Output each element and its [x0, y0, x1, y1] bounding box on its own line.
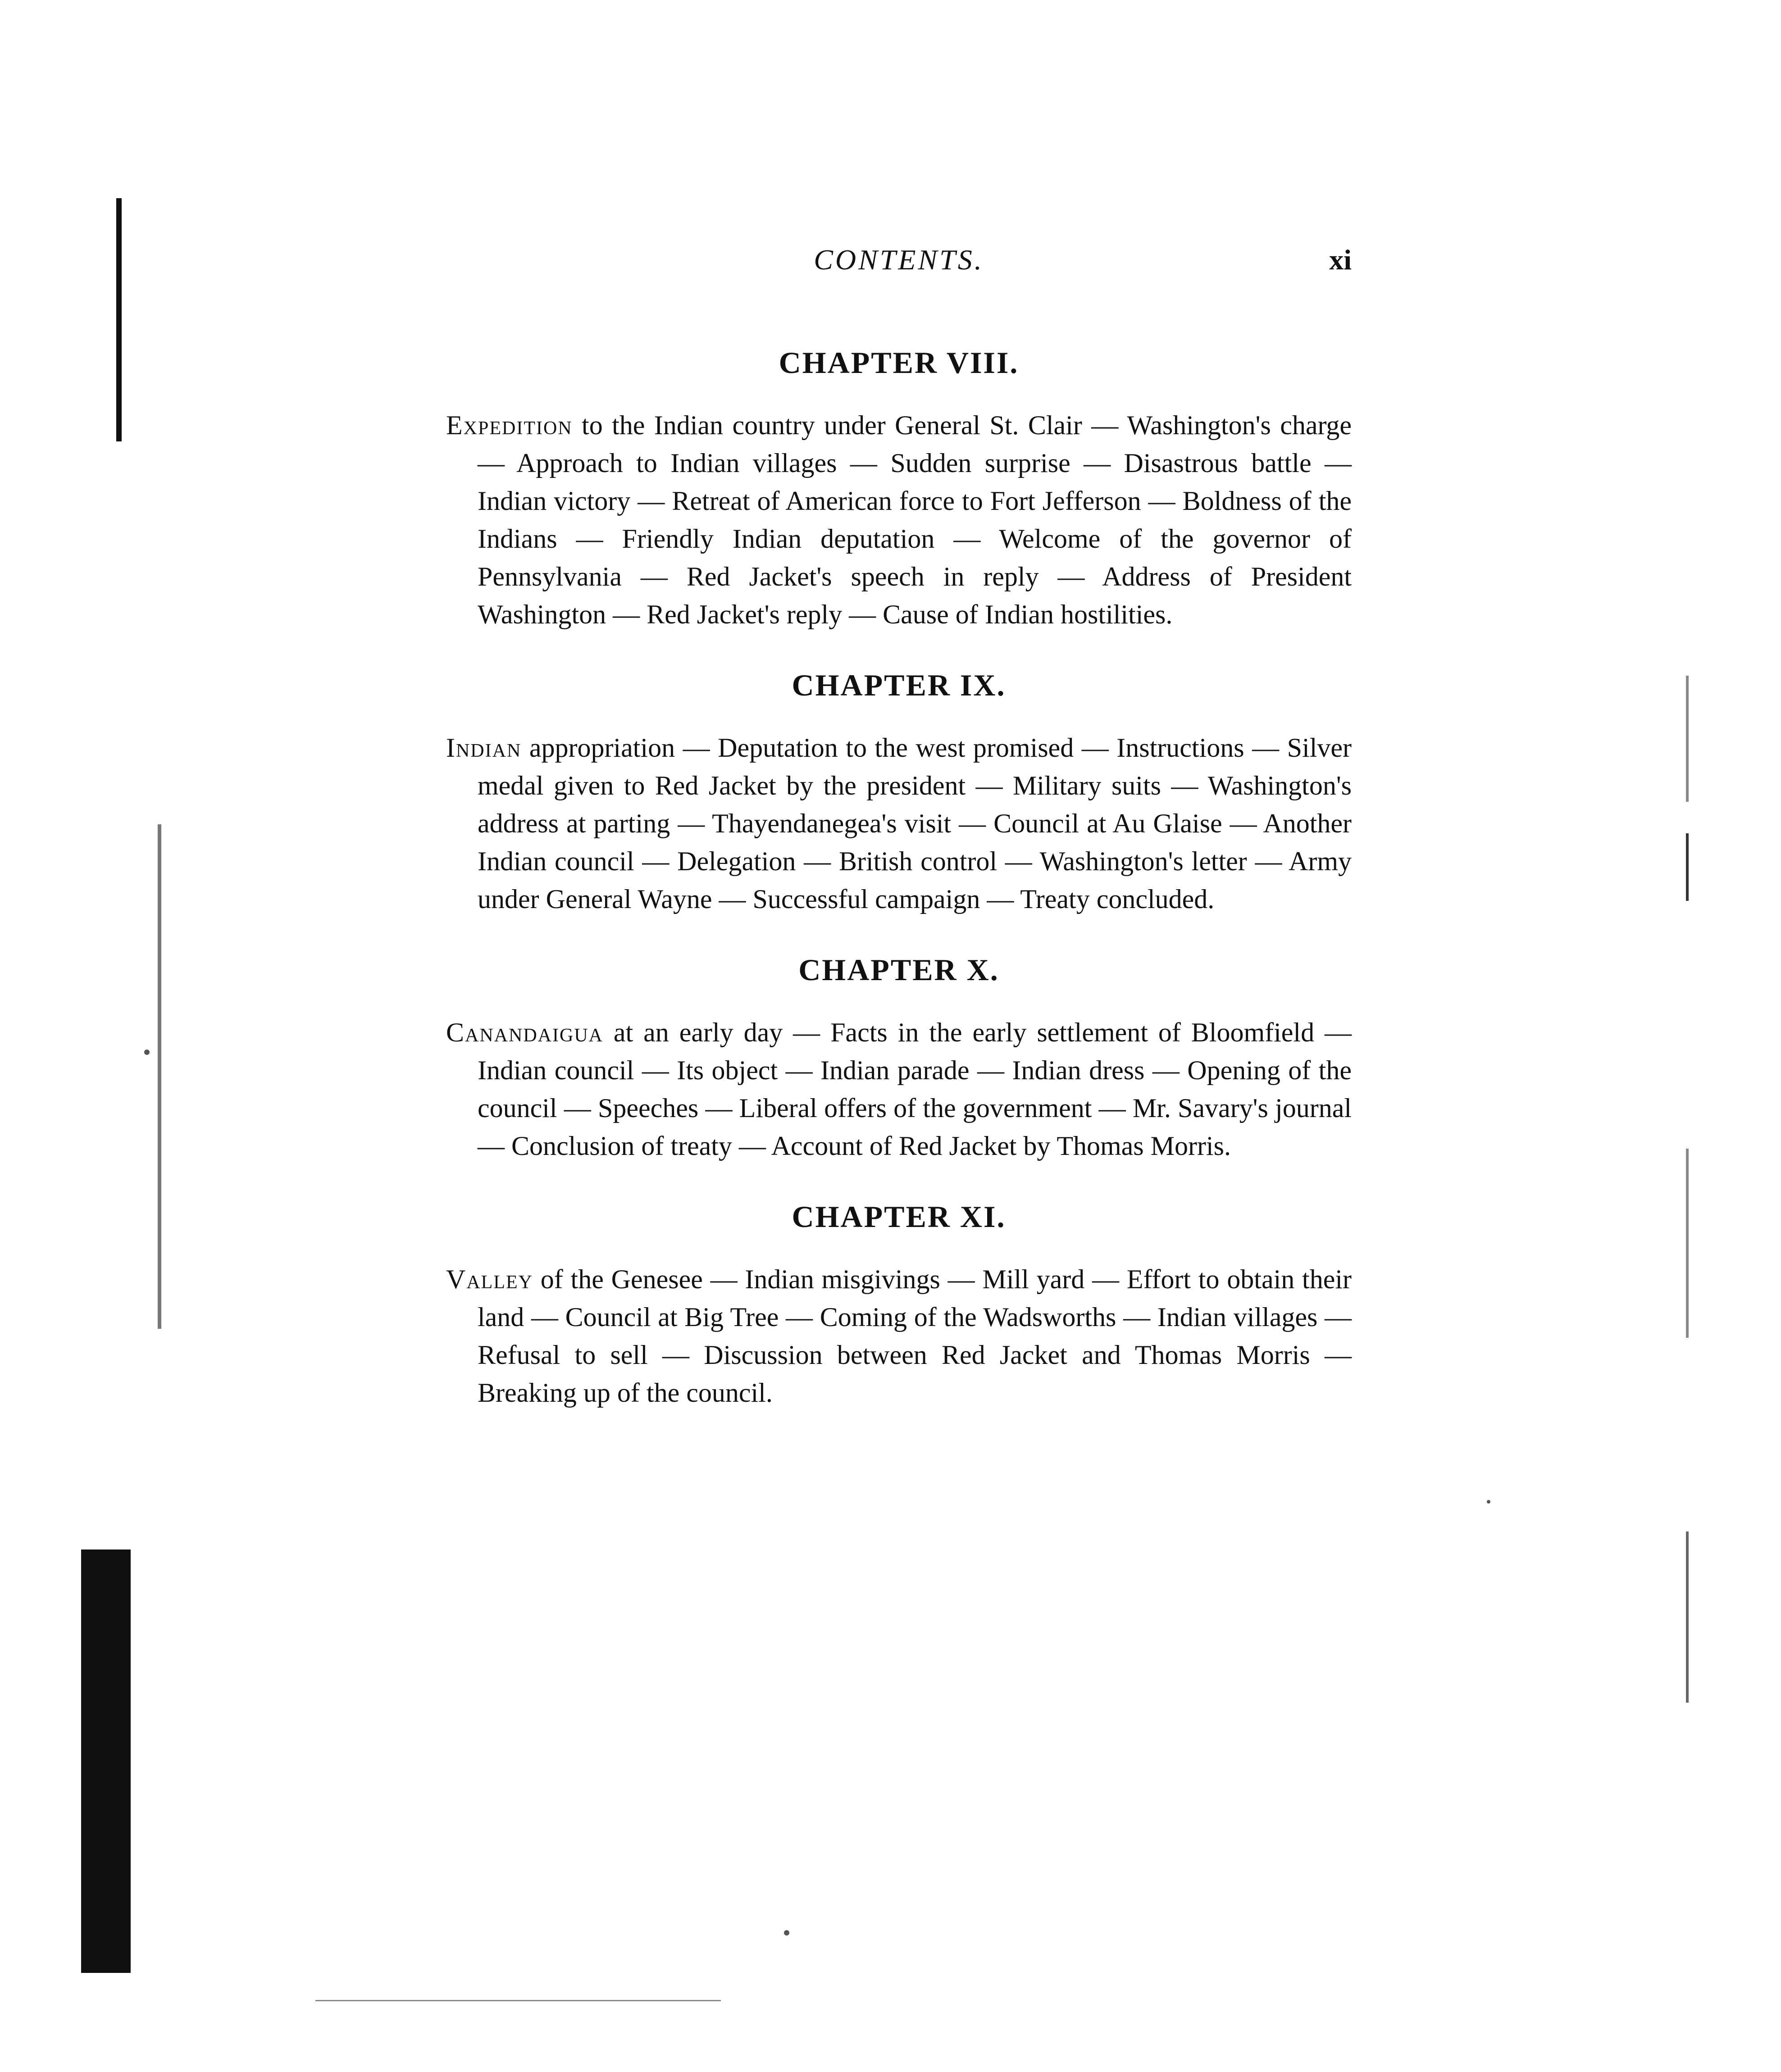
scan-artifact-bottom-line [315, 2000, 721, 2001]
running-head [446, 243, 1352, 288]
chapter-summary-text: appropriation — Deputation to the west promised — Instructions — Silver medal given to Red Jacket by the president — Military suits — Washington's address at parting — Thayendanegea's visit — Council at Au Glaise — Another Indian council — Delegation — British control — Washington's letter — Army under General Wayne — Successful campaign — Treaty concluded. [478, 733, 1352, 914]
scan-artifact-left-top [116, 198, 122, 441]
chapter-title: CHAPTER X. [798, 953, 999, 987]
chapter-summary-text: to the Indian country under General St. Clair — Washington's charge — Approach to Indian villages — Sudden surprise — Disastrous battle — Indian victory — Retreat of American force to Fort Jefferson — Boldness of the Indians — Friendly Indian deputation — Welcome of the governor of Pennsylvania — Red Jacket's speech in reply — Address of President Washington — Red Jacket's reply — Cause of Indian hostilities. [478, 410, 1352, 629]
scan-speck [1487, 1500, 1490, 1504]
scan-artifact-right-strip-4 [1686, 1531, 1689, 1703]
scan-speck [784, 1930, 789, 1936]
chapter-summary-lead: Canandaigua [446, 1018, 603, 1047]
chapter-entry-x [446, 950, 1352, 1165]
chapter-summary [446, 1013, 1352, 1165]
chapter-summary-text: of the Genesee — Indian misgivings — Mill yard — Effort to obtain their land — Council at Big Tree — Coming of the Wadsworths — Indian villages — Refusal to sell — Discussion between Red Jacket and Thomas Morris — Breaking up of the council. [478, 1264, 1352, 1408]
scan-artifact-left-bottom [81, 1549, 131, 1973]
chapter-summary-lead: Expedition [446, 410, 573, 440]
chapter-entry-xi [446, 1196, 1352, 1412]
scan-speck [144, 1050, 150, 1055]
running-title: CONTENTS. [814, 244, 984, 276]
chapter-summary [446, 729, 1352, 918]
chapter-entry-viii [446, 342, 1352, 633]
chapter-summary [446, 406, 1352, 633]
chapter-title: CHAPTER XI. [792, 1200, 1006, 1234]
scan-artifact-left-strip [158, 824, 161, 1329]
chapter-title: CHAPTER IX. [792, 668, 1006, 702]
chapter-summary [446, 1260, 1352, 1412]
chapter-summary-lead: Valley [446, 1264, 533, 1294]
scan-artifact-right-strip-2 [1686, 833, 1689, 901]
page-number: xi [1329, 244, 1352, 276]
chapter-summary-text: at an early day — Facts in the early settlement of Bloomfield — Indian council — Its object — Indian parade — Indian dress — Opening of the council — Speeches — Liberal offers of the government — Mr. Savary's journal — Conclusion of treaty — Account of Red Jacket by Thomas Morris. [478, 1018, 1352, 1161]
chapter-entry-ix [446, 665, 1352, 918]
scan-artifact-right-strip-1 [1686, 676, 1689, 802]
scan-artifact-right-strip-3 [1686, 1149, 1689, 1338]
chapter-summary-lead: Indian [446, 733, 522, 763]
contents-list [446, 342, 1352, 1443]
chapter-title: CHAPTER VIII. [779, 345, 1019, 380]
